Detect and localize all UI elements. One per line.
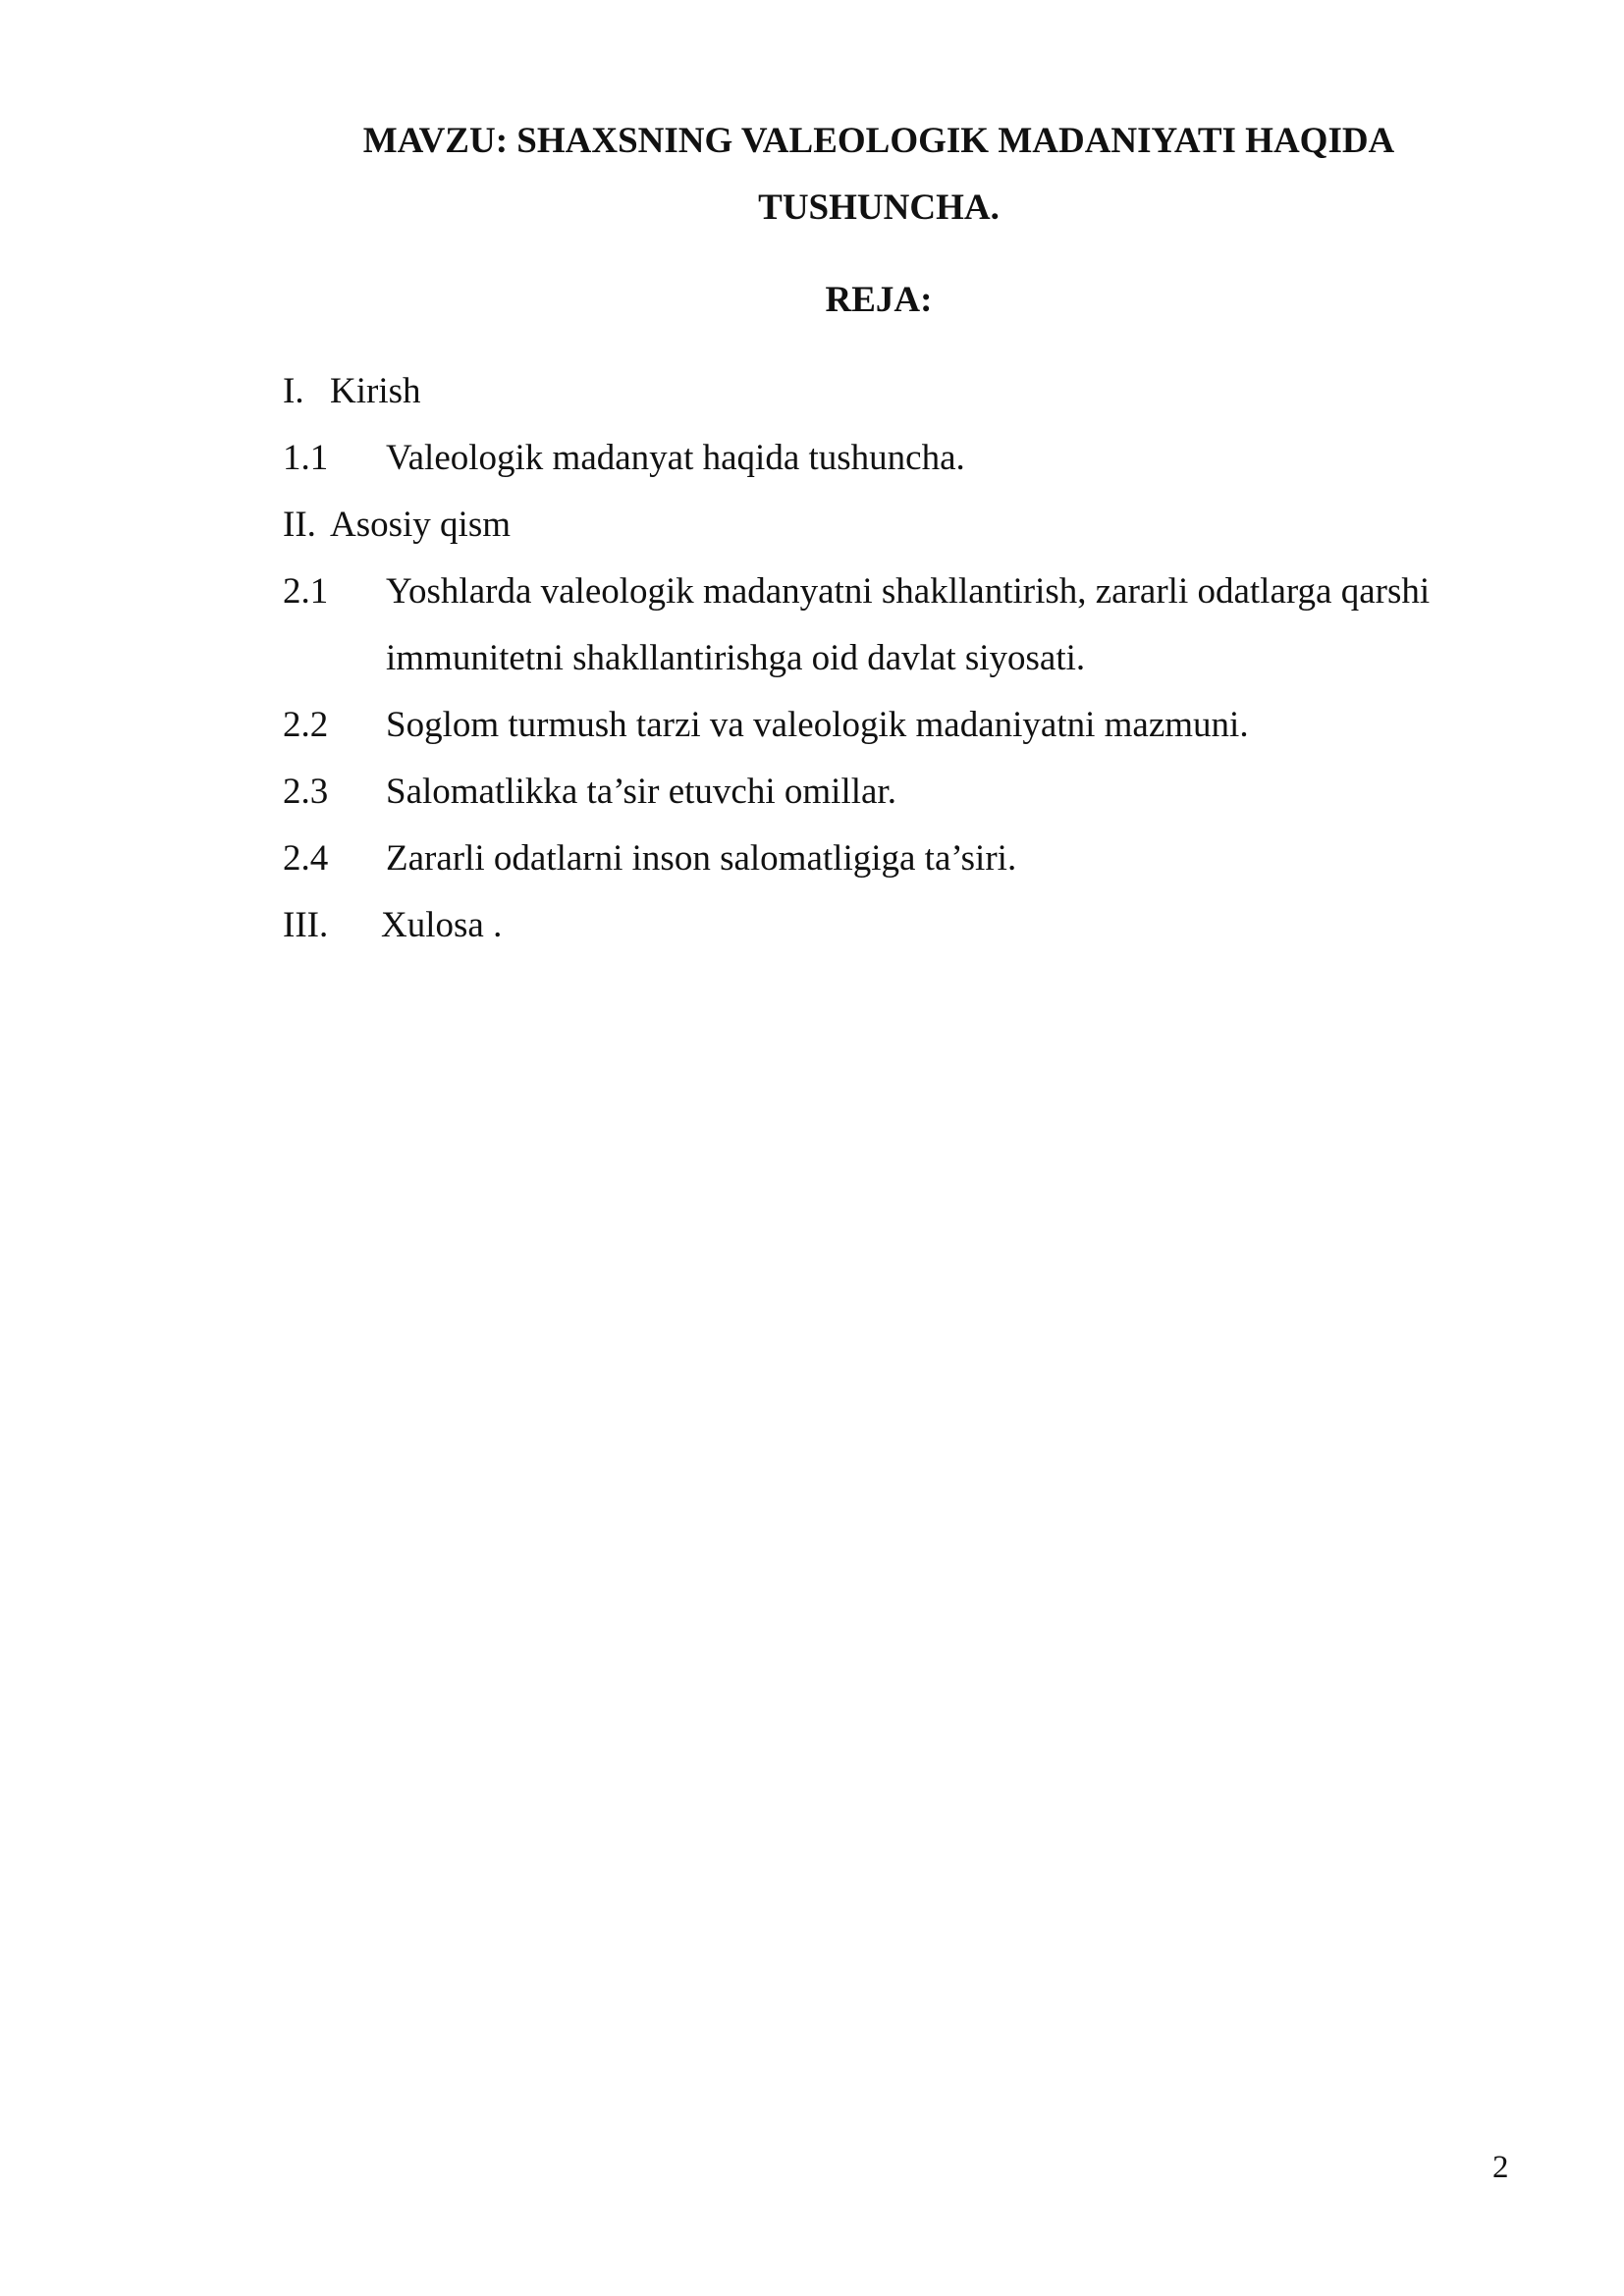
plan-item: [283, 892, 1510, 959]
plan-item-text: Soglom turmush tarzi va valeologik madaniyatni mazmuni.: [386, 705, 1249, 745]
plan-item-number: III.: [283, 905, 329, 945]
plan-item-text: Salomatlikka ta’sir etuvchi omillar.: [386, 772, 896, 812]
plan-item-text: Xulosa .: [381, 905, 503, 945]
plan-item: [283, 358, 1510, 425]
plan-item-number: 2.3: [283, 772, 329, 812]
plan-list: [283, 358, 1510, 959]
plan-item: [283, 826, 1510, 892]
plan-item: [283, 492, 1510, 559]
plan-item: [283, 559, 1510, 625]
page-number: 2: [1492, 2150, 1509, 2185]
plan-item-continuation: [283, 625, 1510, 692]
document-title-line-1: MAVZU: SHAXSNING VALEOLOGIK MADANIYATI HAQIDA: [362, 121, 1395, 161]
document-title-line-2: TUSHUNCHA.: [758, 187, 1000, 228]
plan-item-number: 2.4: [283, 838, 329, 879]
plan-item-text: Yoshlarda valeologik madanyatni shakllantirish, zararli odatlarga qarshi: [386, 571, 1431, 612]
plan-item-number: 2.1: [283, 571, 329, 612]
plan-item: [283, 425, 1510, 492]
plan-item-number: II.: [283, 505, 316, 545]
plan-heading: REJA:: [825, 280, 933, 320]
plan-item-text: Kirish: [330, 371, 421, 411]
plan-item-text: immunitetni shakllantirishga oid davlat siyosati.: [386, 638, 1086, 678]
plan-item-number: 1.1: [283, 438, 329, 478]
plan-item-number: I.: [283, 371, 304, 411]
plan-item: [283, 759, 1510, 826]
plan-item-number: 2.2: [283, 705, 329, 745]
plan-item: [283, 692, 1510, 759]
plan-item-text: Zararli odatlarni inson salomatligiga ta’siri.: [386, 838, 1017, 879]
plan-item-text: Valeologik madanyat haqida tushuncha.: [386, 438, 965, 478]
plan-item-text: Asosiy qism: [330, 505, 512, 545]
